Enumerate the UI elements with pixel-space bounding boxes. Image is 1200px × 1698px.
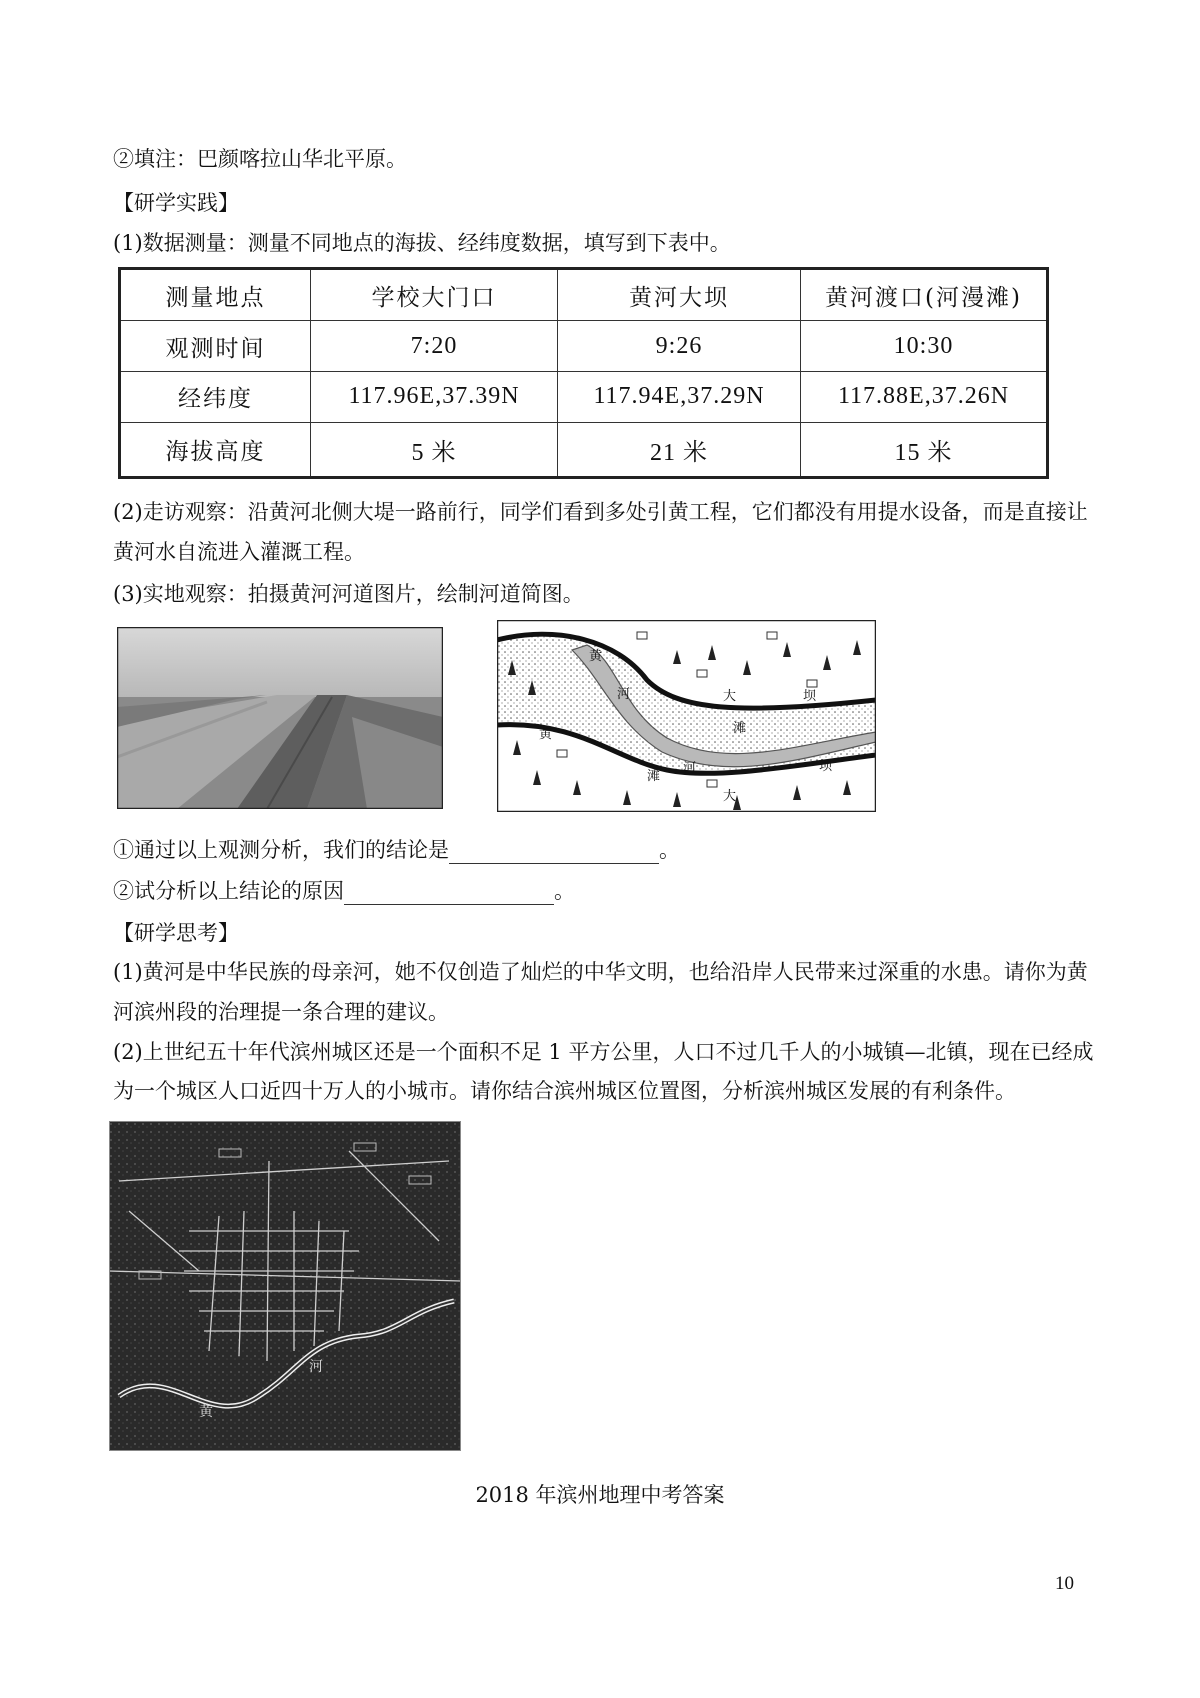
item-data-measurement: (1)数据测量：测量不同地点的海拔、经纬度数据，填写到下表中。 [113,231,731,255]
item-field-visit-line2: 黄河水自流进入灌溉工程。 [113,540,365,564]
table-cell: 21 米 [558,422,801,477]
table-cell: 7:20 [311,321,558,372]
river-channel-sketch [497,620,876,812]
table-cell: 15 米 [801,422,1048,477]
table-cell: 117.94E,37.29N [558,372,801,423]
thinking-item2-line1: (2)上世纪五十年代滨州城区还是一个面积不足 1 平方公里，人口不过几千人的小城镇—北镇，现在已经成 [113,1040,1094,1064]
document-caption: 2018 年滨州地理中考答案 [475,1483,725,1507]
sketch-label: 大 [723,789,737,804]
sketch-label: 黄 [539,727,553,742]
sketch-label: 河 [683,761,697,776]
fill-note: ②填注：巴颜喀拉山华北平原。 [113,147,407,171]
table-row-label: 海拔高度 [120,422,311,477]
sketch-label: 滩 [647,769,661,784]
table-header-cell: 学校大门口 [311,269,558,321]
question-conclusion-text: ①通过以上观测分析，我们的结论是 [113,838,449,862]
sketch-label: 大 [723,689,737,704]
answer-blank[interactable] [344,882,554,905]
table-row [120,422,1048,477]
section-practice-heading: 【研学实践】 [113,191,239,215]
question-conclusion-end: 。 [659,838,680,862]
river-photo [117,627,443,809]
sketch-label: 滩 [733,721,747,736]
table-row-label: 观测时间 [120,321,311,372]
item-field-observation: (3)实地观察：拍摄黄河河道图片，绘制河道简图。 [113,582,584,606]
page-number: 10 [1055,1573,1074,1594]
table-header-row [120,269,1048,321]
table-cell: 10:30 [801,321,1048,372]
binzhou-city-map [109,1121,461,1451]
question-reason [113,877,575,905]
sketch-label: 黄 [589,649,603,664]
table-cell: 117.88E,37.26N [801,372,1048,423]
table-cell: 117.96E,37.39N [311,372,558,423]
table-header-cell: 测量地点 [120,269,311,321]
table-cell: 5 米 [311,422,558,477]
table-row [120,372,1048,423]
table-row [120,321,1048,372]
sketch-label: 坝 [803,689,817,704]
measurement-table [118,267,1049,479]
question-reason-text: ②试分析以上结论的原因 [113,879,344,903]
table-cell: 9:26 [558,321,801,372]
item-field-visit-line1: (2)走访观察：沿黄河北侧大堤一路前行，同学们看到多处引黄工程，它们都没有用提水设备，而是直接让 [113,500,1088,524]
question-conclusion [113,836,680,864]
sketch-label: 河 [617,687,631,702]
thinking-item1-line1: (1)黄河是中华民族的母亲河，她不仅创造了灿烂的中华文明，也给沿岸人民带来过深重的水患。请你为黄 [113,960,1088,984]
answer-blank[interactable] [449,841,659,864]
sketch-label: 坝 [819,759,833,774]
map-label: 黄 [199,1404,213,1420]
table-row-label: 经纬度 [120,372,311,423]
question-reason-end: 。 [554,879,575,903]
table-header-cell: 黄河大坝 [558,269,801,321]
table-header-cell: 黄河渡口(河漫滩) [801,269,1048,321]
thinking-item2-line2: 为一个城区人口近四十万人的小城市。请你结合滨州城区位置图，分析滨州城区发展的有利条件。 [113,1079,1016,1103]
thinking-item1-line2: 河滨州段的治理提一条合理的建议。 [113,1000,449,1024]
map-label: 河 [309,1359,323,1375]
section-thinking-heading: 【研学思考】 [113,921,239,945]
